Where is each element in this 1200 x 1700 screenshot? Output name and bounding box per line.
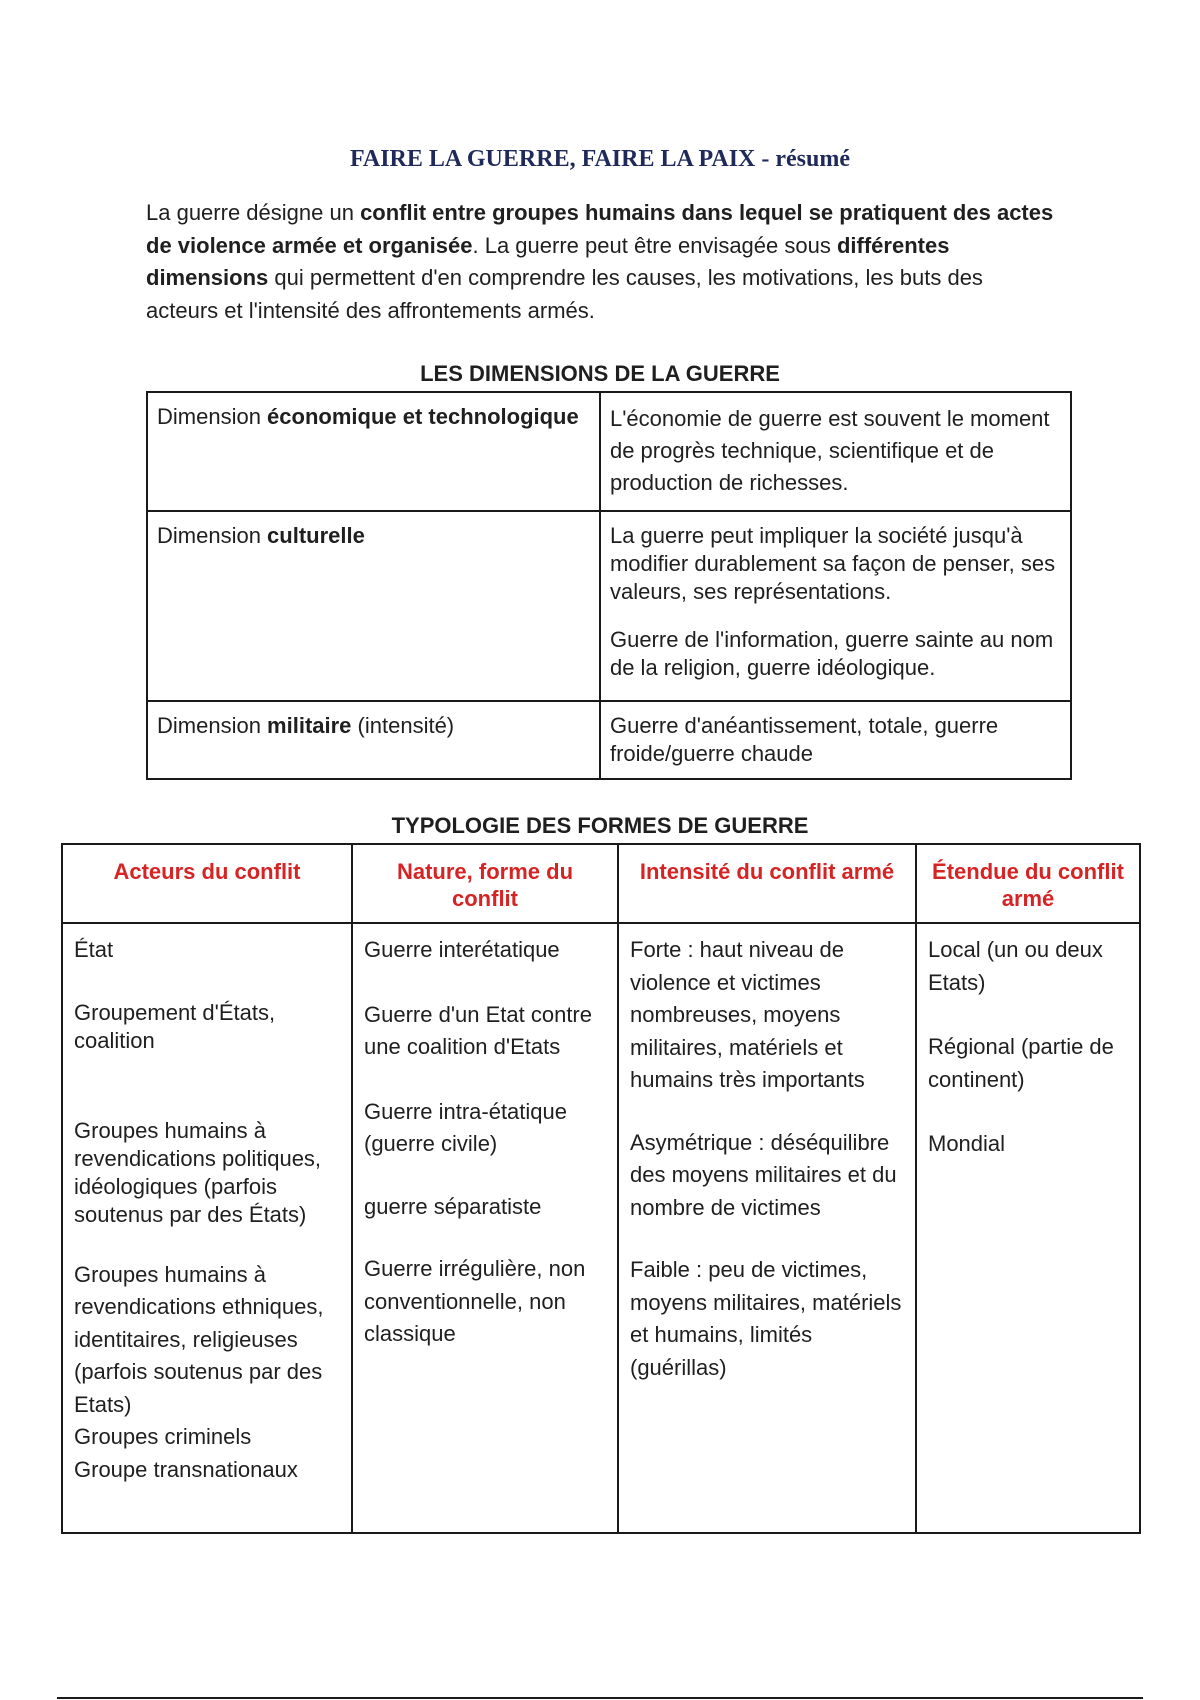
list-item: Forte : haut niveau de violence et victimes nombreuses, moyens militaires, matériels et humains très importants	[630, 937, 865, 1092]
list-item: Faible : peu de victimes, moyens militaires, matériels et humains, limités (guérillas)	[630, 1257, 902, 1380]
dimension-label-bold: culturelle	[267, 523, 365, 548]
dimension-label-suffix: (intensité)	[351, 713, 455, 738]
intro-bold-1: conflit entre groupes humains dans lequel se pratiquent des actes de violence armée et organisée	[146, 200, 1054, 258]
list-item: État	[74, 937, 114, 962]
nature-cell	[352, 923, 618, 1533]
intro-text-3: qui permettent d'en comprendre les causes, les motivations, les buts des acteurs et l'intensité des affrontements armés.	[146, 265, 983, 323]
dimension-description	[600, 511, 1071, 701]
list-item: Mondial	[928, 1131, 1006, 1156]
extent-cell	[916, 923, 1140, 1533]
bottom-divider	[57, 1697, 1143, 1699]
dimension-label-prefix: Dimension	[157, 713, 268, 738]
dimension-description	[600, 392, 1071, 511]
dimension-desc-text: Guerre d'anéantissement, totale, guerre froide/guerre chaude	[609, 713, 999, 766]
table-row	[147, 701, 1071, 779]
list-item: Régional (partie de continent)	[928, 1034, 1114, 1092]
dimension-label-bold: économique et technologique	[267, 404, 579, 429]
list-item: Groupement d'États, coalition	[74, 999, 276, 1053]
intensity-cell	[618, 923, 916, 1533]
table-row	[147, 511, 1071, 701]
dimension-label	[147, 511, 600, 701]
list-item: Asymétrique : déséquilibre des moyens militaires et du nombre de victimes	[630, 1129, 897, 1220]
dimension-label-prefix: Dimension	[157, 523, 268, 548]
typology-title: TYPOLOGIE DES FORMES DE GUERRE	[391, 813, 809, 838]
header-nature: Nature, forme du conflit	[352, 844, 618, 923]
list-item: guerre séparatiste	[364, 1193, 542, 1219]
header-etendue: Étendue du conflit armé	[916, 844, 1140, 923]
list-item: Groupes humains à revendications ethniques, identitaires, religieuses (parfois soutenus par des Etats)	[74, 1261, 324, 1417]
document-title: FAIRE LA GUERRE, FAIRE LA PAIX - résumé	[349, 146, 850, 172]
typology-table	[61, 843, 1141, 1534]
list-item: Groupe transnationaux	[74, 1456, 298, 1482]
header-intensite: Intensité du conflit armé	[618, 844, 916, 923]
dimensions-title: LES DIMENSIONS DE LA GUERRE	[420, 361, 780, 386]
dimension-desc-text: L'économie de guerre est souvent le moment de progrès technique, scientifique et de production de richesses.	[609, 406, 1050, 495]
header-acteurs: Acteurs du conflit	[62, 844, 352, 923]
dimension-label-prefix: Dimension	[157, 404, 268, 429]
typology-header-row	[62, 844, 1140, 923]
list-item: Guerre irrégulière, non conventionnelle, non classique	[364, 1256, 586, 1346]
typology-body-row	[62, 923, 1140, 1533]
dimension-description	[600, 701, 1071, 779]
dimension-desc-text: La guerre peut impliquer la société jusqu'à modifier durablement sa façon de penser, ses valeurs, ses représentations.	[609, 523, 1056, 604]
actors-cell	[62, 923, 352, 1533]
list-item: Local (un ou deux Etats)	[928, 937, 1103, 995]
list-item: Guerre d'un Etat contre une coalition d'Etats	[364, 1001, 592, 1059]
intro-text-2: . La guerre peut être envisagée sous	[472, 232, 837, 258]
list-item: Guerre interétatique	[364, 937, 560, 962]
dimension-label	[147, 701, 600, 779]
table-row	[147, 392, 1071, 511]
list-item: Groupes criminels	[74, 1424, 252, 1449]
dimension-label	[147, 392, 600, 511]
dimension-desc-text: Guerre de l'information, guerre sainte au nom de la religion, guerre idéologique.	[609, 627, 1054, 680]
dimension-label-bold: militaire	[267, 713, 352, 738]
intro-bold-2: différentes dimensions	[146, 232, 950, 290]
dimensions-table	[146, 391, 1072, 780]
intro-text-1: La guerre désigne un	[146, 200, 361, 225]
list-item: Guerre intra-étatique (guerre civile)	[364, 1098, 567, 1156]
intro-paragraph	[146, 197, 1056, 327]
list-item: Groupes humains à revendications politiques, idéologiques (parfois soutenus par des États)	[74, 1117, 322, 1227]
